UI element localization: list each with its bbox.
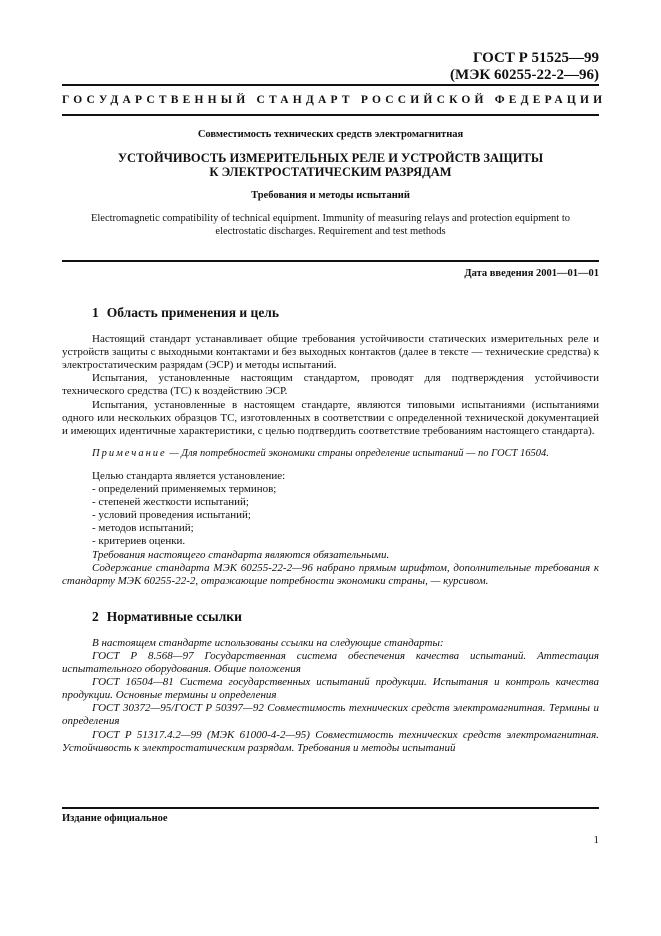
section-1-paragraph-1: Настоящий стандарт устанавливает общие требования устойчивости статических измерительных реле и устройств защиты с выходными контактами и без выходных контактов (далее в тексте — технические средства) к электростатическим разрядам (ЭСР) и методы испытаний. — [62, 333, 599, 372]
footer-rule — [62, 807, 599, 809]
main-title-line2: К ЭЛЕКТРОСТАТИЧЕСКИМ РАЗРЯДАМ — [209, 165, 452, 179]
section-2-heading: 2 Нормативные ссылки — [92, 608, 242, 624]
subject-title: Совместимость технических средств электромагнитная — [197, 129, 464, 140]
list-item: - критериев оценки. — [92, 535, 186, 548]
section-1-heading: 1 Область применения и цель — [92, 305, 280, 320]
goal-intro: Целью стандарта является установление: — [92, 469, 286, 482]
official-edition: Издание официальное — [62, 813, 168, 824]
reference-item: ГОСТ Р 51317.4.2—99 (МЭК 61000-4-2—95) Совместимость технических средств электромагнитная. Устойчивость к электростатическим разрядам. Требования и методы испытаний — [62, 728, 599, 754]
references-intro: В настоящем стандарте использованы ссылки на следующие стандарты: — [92, 636, 444, 649]
reference-item: ГОСТ Р 8.568—97 Государственная система обеспечения качества испытаний. Аттестация испытательного оборудования. Общие положения — [62, 649, 599, 676]
section-gap — [62, 588, 599, 610]
standard-identifier — [450, 50, 599, 84]
note-text: — Для потребностей экономики страны определение испытаний — по ГОСТ 16504. — [166, 447, 549, 459]
reference-item: ГОСТ 16504—81 Система государственных испытаний продукции. Испытания и контроль качества продукции. Основные термины и определения — [62, 676, 599, 702]
mandatory-statement: Требования настоящего стандарта являются обязательными. — [92, 548, 390, 561]
title-rule — [62, 260, 599, 262]
section-1-paragraph-2: Испытания, установленные настоящим стандартом, проводят для подтверждения устойчивости технического средства (ТС) к воздействию ЭСР. — [62, 372, 599, 398]
main-content — [62, 306, 599, 755]
main-title — [62, 151, 599, 179]
standard-number: ГОСТ Р 51525—99 — [472, 50, 599, 66]
title-block — [62, 128, 599, 238]
english-title: Electromagnetic compatibility of technical equipment. Immunity of measuring relays and protection equipment to electrostatic discharges. Requirement and test methods — [90, 213, 571, 237]
header-rule-top — [62, 84, 599, 86]
list-item: - определений применяемых терминов; — [92, 483, 277, 496]
reference-item: ГОСТ 30372—95/ГОСТ Р 50397—92 Совместимость технических средств электромагнитная. Термины и определения — [62, 702, 599, 728]
list-item: - степеней жесткости испытаний; — [92, 496, 249, 509]
header-rule-bottom — [62, 114, 599, 116]
section-1-paragraph-3: Испытания, установленные в настоящем стандарте, являются типовыми испытаниями (испытаниями одного или нескольких образцов ТС, изготовленных в соответствии с определенной технической документацией и имеющих идентичные характеристики, с целью подтвердить соответствие требованиям настоящего стандарта). — [62, 398, 599, 437]
page-number: 1 — [593, 834, 599, 846]
iec-number: (МЭК 60255-22-2—96) — [450, 67, 599, 83]
note-label: Примечание — [92, 447, 167, 459]
list-item: - условий проведения испытаний; — [92, 509, 251, 522]
note — [62, 447, 599, 460]
requirements-subtitle: Требования и методы испытаний — [251, 190, 410, 201]
state-standard-banner: ГОСУДАРСТВЕННЫЙ СТАНДАРТ РОССИЙСКОЙ ФЕДЕРАЦИИ — [62, 94, 607, 106]
introduction-date: Дата введения 2001—01—01 — [464, 268, 599, 279]
goals-list — [62, 483, 599, 548]
content-typeface-note: Содержание стандарта МЭК 60255-22-2—96 набрано прямым шрифтом, дополнительные требования к стандарту МЭК 60255-22-2, отражающие потребности экономики страны, — курсивом. — [62, 561, 599, 587]
references-block — [62, 637, 599, 755]
list-item: - методов испытаний; — [92, 522, 194, 535]
main-title-line1: УСТОЙЧИВОСТЬ ИЗМЕРИТЕЛЬНЫХ РЕЛЕ И УСТРОЙСТВ ЗАЩИТЫ — [117, 151, 544, 165]
